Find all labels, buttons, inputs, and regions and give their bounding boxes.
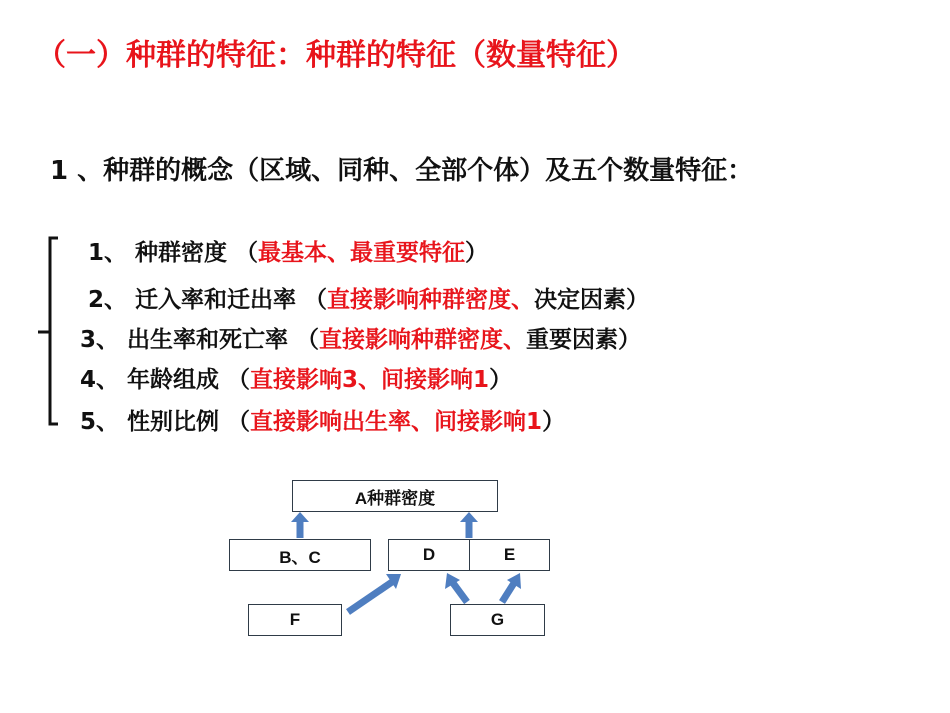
item-name: 种群密度 — [135, 240, 228, 266]
diagram-box-a: A种群密度 — [292, 480, 498, 512]
item-note: 直接影响种群密度、 — [327, 287, 535, 313]
diagram-box-f: F — [248, 604, 342, 636]
item-name: 年龄组成 — [127, 367, 220, 393]
item-note: 最基本、最重要特征 — [258, 240, 466, 266]
item-name: 出生率和死亡率 — [127, 327, 289, 353]
item-number: 3、 — [80, 327, 120, 353]
item-name: 性别比例 — [127, 409, 220, 435]
list-item: 3、 出生率和死亡率 （直接影响种群密度、重要因素） — [80, 327, 642, 353]
item-number: 5、 — [80, 409, 120, 435]
list-item: 5、 性别比例 （直接影响出生率、间接影响1） — [80, 409, 566, 435]
arrow-up-icon — [291, 512, 309, 538]
arrow-up-icon — [460, 512, 478, 538]
diagram-box-bc: B、C — [229, 539, 371, 571]
page-title: （一）种群的特征：种群的特征（数量特征） — [36, 38, 636, 73]
item-note: 直接影响出生率、间接影响1 — [250, 409, 543, 435]
item-note: 直接影响3、间接影响1 — [250, 367, 490, 393]
subtitle: 1 、种群的概念（区域、同种、全部个体）及五个数量特征： — [50, 156, 754, 186]
arrow-diagonal-icon — [502, 573, 521, 602]
arrow-diagonal-icon — [445, 573, 467, 602]
arrow-diagonal-icon — [348, 574, 401, 612]
item-number: 4、 — [80, 367, 120, 393]
item-number: 1、 — [88, 240, 128, 266]
list-item: 1、 种群密度 （最基本、最重要特征） — [88, 240, 489, 266]
list-item: 4、 年龄组成 （直接影响3、间接影响1） — [80, 367, 513, 393]
diagram-box-g: G — [450, 604, 545, 636]
item-note: 直接影响种群密度、 — [319, 327, 527, 353]
item-name: 迁入率和迁出率 — [135, 287, 297, 313]
list-item: 2、 迁入率和迁出率 （直接影响种群密度、决定因素） — [88, 287, 650, 313]
item-number: 2、 — [88, 287, 128, 313]
diagram-box-e: E — [469, 539, 550, 571]
diagram-box-d: D — [388, 539, 470, 571]
